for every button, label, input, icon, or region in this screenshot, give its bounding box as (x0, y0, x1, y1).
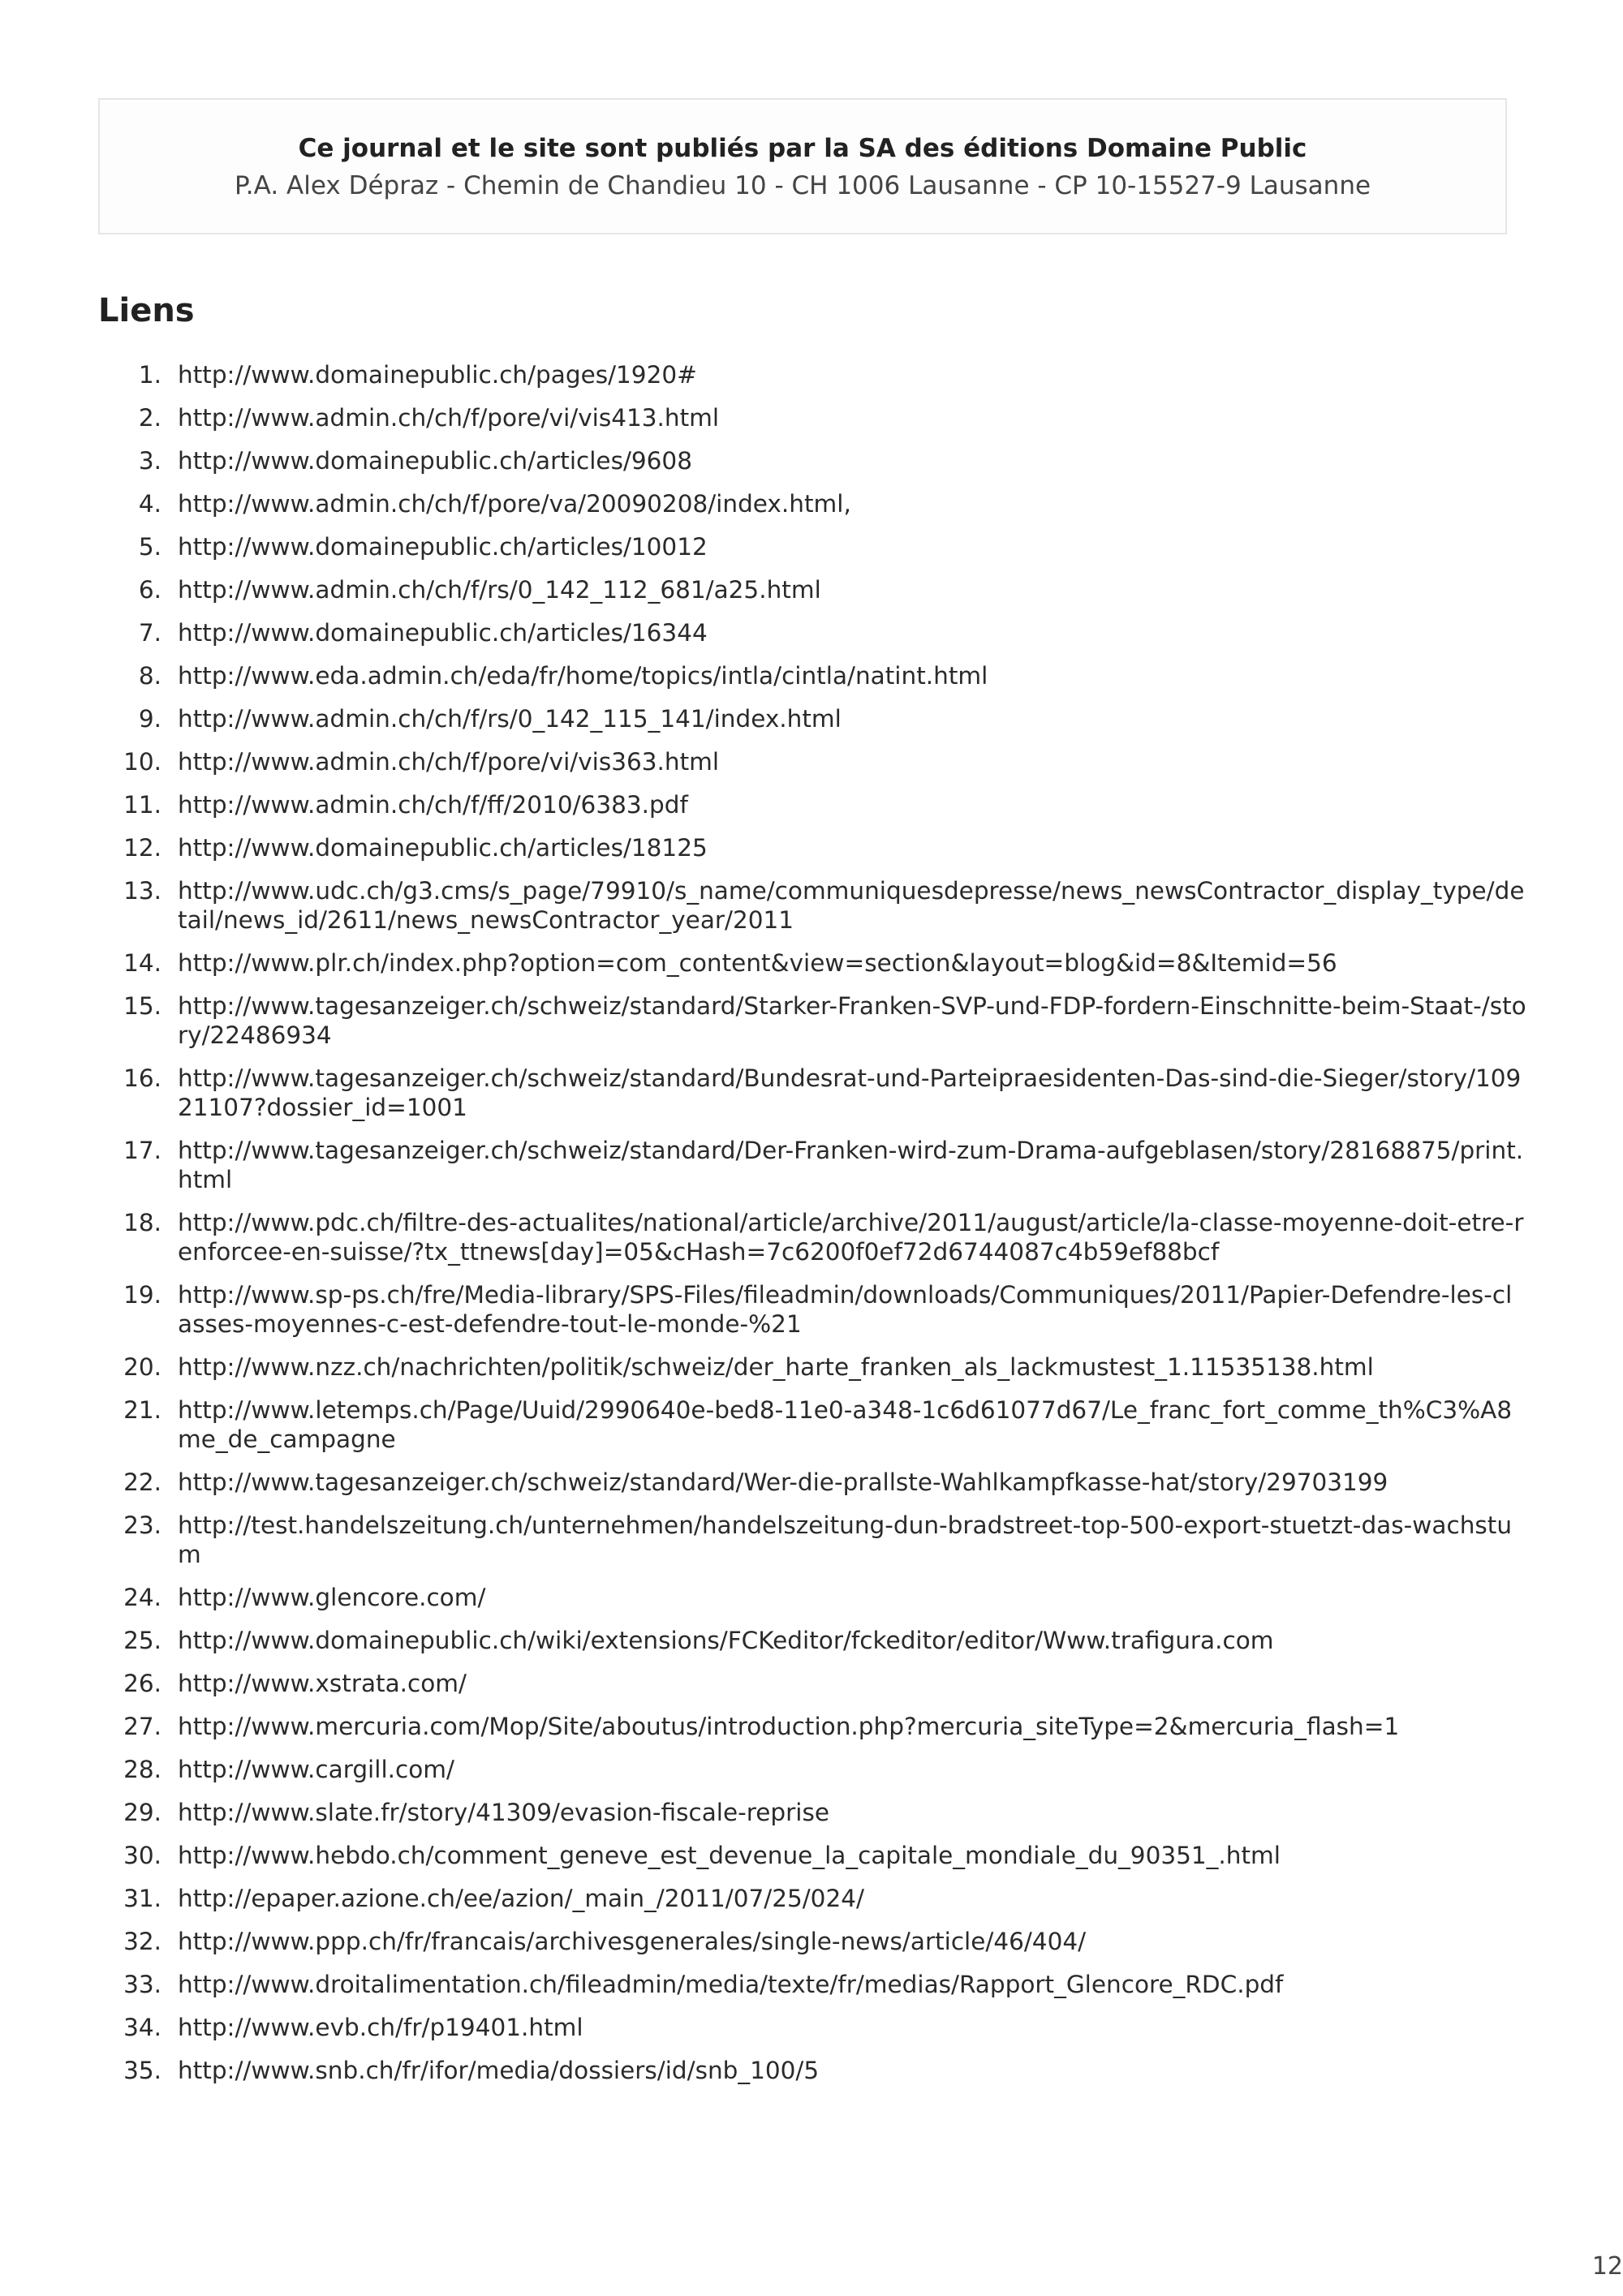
link-url[interactable]: http://www.evb.ch/fr/p19401.html (178, 2014, 583, 2041)
link-item (98, 2013, 1526, 2042)
link-item (98, 1798, 1526, 1827)
link-url[interactable]: http://www.admin.ch/ch/f/pore/va/20090208/index.html, (178, 490, 851, 518)
link-number: 24. (123, 1584, 161, 1611)
link-number: 33. (123, 1971, 161, 1998)
link-item (98, 661, 1526, 690)
link-number: 35. (123, 2057, 161, 2084)
link-url[interactable]: http://www.tagesanzeiger.ch/schweiz/standard/Starker-Franken-SVP-und-FDP-fordern-Einschnitte-beim-Staat-/story/22486934 (178, 992, 1526, 1049)
link-url[interactable]: http://www.xstrata.com/ (178, 1670, 467, 1697)
link-number: 6. (138, 576, 161, 604)
link-url[interactable]: http://www.sp-ps.ch/fre/Media-library/SPS-Files/fileadmin/downloads/Communiques/2011/Papier-Defendre-les-classes-moyennes-c-est-defendre-tout-le-monde-%21 (178, 1281, 1513, 1338)
link-number: 30. (123, 1842, 161, 1869)
link-number: 26. (123, 1670, 161, 1697)
link-number: 4. (138, 490, 161, 518)
link-item (98, 1626, 1526, 1655)
links-heading: Liens (98, 292, 195, 329)
link-number: 10. (123, 748, 161, 776)
link-url[interactable]: http://www.ppp.ch/fr/francais/archivesgenerales/single-news/article/46/404/ (178, 1928, 1087, 1955)
link-url[interactable]: http://www.cargill.com/ (178, 1756, 454, 1783)
link-url[interactable]: http://www.domainepublic.ch/pages/1920# (178, 361, 697, 389)
link-item (98, 876, 1526, 935)
link-url[interactable]: http://www.mercuria.com/Mop/Site/aboutus/introduction.php?mercuria_siteType=2&mercuria_flash=1 (178, 1713, 1400, 1740)
link-item (98, 360, 1526, 389)
link-item (98, 948, 1526, 978)
link-number: 5. (138, 533, 161, 561)
link-item (98, 1280, 1526, 1339)
link-number: 7. (138, 619, 161, 647)
link-url[interactable]: http://www.admin.ch/ch/f/pore/vi/vis363.html (178, 748, 720, 776)
link-number: 11. (123, 791, 161, 819)
publisher-box (98, 98, 1507, 234)
link-item (98, 1583, 1526, 1612)
link-number: 27. (123, 1713, 161, 1740)
link-url[interactable]: http://www.domainepublic.ch/articles/16344 (178, 619, 708, 647)
link-item (98, 1468, 1526, 1497)
link-number: 32. (123, 1928, 161, 1955)
link-url[interactable]: http://www.pdc.ch/filtre-des-actualites/national/article/archive/2011/august/article/la-classe-moyenne-doit-etre-renforcee-en-suisse/?tx_ttnews[day]=05&cHash=7c6200f0ef72d6744087c4b59ef88bcf (178, 1209, 1524, 1266)
link-number: 18. (123, 1209, 161, 1236)
link-url[interactable]: http://epaper.azione.ch/ee/azion/_main_/2011/07/25/024/ (178, 1885, 864, 1912)
link-number: 31. (123, 1885, 161, 1912)
link-number: 34. (123, 2014, 161, 2041)
link-url[interactable]: http://www.plr.ch/index.php?option=com_content&view=section&layout=blog&id=8&Itemid=56 (178, 949, 1337, 977)
link-url[interactable]: http://test.handelszeitung.ch/unternehmen/handelszeitung-dun-bradstreet-top-500-export-stuetzt-das-wachstum (178, 1511, 1513, 1568)
link-number: 19. (123, 1281, 161, 1309)
link-item (98, 704, 1526, 733)
link-item (98, 575, 1526, 604)
link-number: 1. (138, 361, 161, 389)
link-url[interactable]: http://www.glencore.com/ (178, 1584, 486, 1611)
link-item (98, 1511, 1526, 1569)
link-item (98, 1208, 1526, 1266)
link-url[interactable]: http://www.admin.ch/ch/f/rs/0_142_112_681/a25.html (178, 576, 821, 604)
link-number: 13. (123, 877, 161, 905)
link-number: 2. (138, 404, 161, 432)
link-item (98, 1970, 1526, 1999)
link-url[interactable]: http://www.admin.ch/ch/f/rs/0_142_115_141/index.html (178, 705, 842, 733)
link-item (98, 747, 1526, 776)
link-url[interactable]: http://www.droitalimentation.ch/fileadmin/media/texte/fr/medias/Rapport_Glencore_RDC.pdf (178, 1971, 1284, 1998)
link-number: 14. (123, 949, 161, 977)
link-item (98, 2056, 1526, 2085)
link-item (98, 1352, 1526, 1382)
link-item (98, 1712, 1526, 1741)
link-number: 12. (123, 834, 161, 862)
link-number: 9. (138, 705, 161, 733)
link-url[interactable]: http://www.admin.ch/ch/f/pore/vi/vis413.html (178, 404, 720, 432)
publisher-title: Ce journal et le site sont publiés par la SA des éditions Domaine Public (298, 134, 1307, 163)
link-item (98, 991, 1526, 1050)
link-number: 3. (138, 447, 161, 475)
link-url[interactable]: http://www.domainepublic.ch/wiki/extensions/FCKeditor/fckeditor/editor/Www.trafigura.com (178, 1627, 1274, 1654)
link-item (98, 1927, 1526, 1956)
link-number: 22. (123, 1468, 161, 1496)
link-number: 25. (123, 1627, 161, 1654)
links-list (98, 360, 1526, 2099)
publisher-address: P.A. Alex Dépraz - Chemin de Chandieu 10 - CH 1006 Lausanne - CP 10-15527-9 Lausanne (234, 171, 1371, 200)
link-item (98, 1064, 1526, 1122)
link-url[interactable]: http://www.domainepublic.ch/articles/9608 (178, 447, 692, 475)
link-number: 16. (123, 1064, 161, 1092)
link-url[interactable]: http://www.eda.admin.ch/eda/fr/home/topics/intla/cintla/natint.html (178, 662, 988, 690)
link-item (98, 1755, 1526, 1784)
link-url[interactable]: http://www.udc.ch/g3.cms/s_page/79910/s_name/communiquesdepresse/news_newsContractor_display_type/detail/news_id/2611/news_newsContractor_year/2011 (178, 877, 1525, 934)
link-item (98, 532, 1526, 561)
link-number: 17. (123, 1137, 161, 1164)
link-number: 23. (123, 1511, 161, 1539)
link-url[interactable]: http://www.slate.fr/story/41309/evasion-fiscale-reprise (178, 1799, 829, 1826)
link-number: 21. (123, 1396, 161, 1424)
page-number: 12 (1591, 2252, 1623, 2281)
link-item (98, 489, 1526, 518)
link-item (98, 618, 1526, 647)
link-number: 29. (123, 1799, 161, 1826)
link-url[interactable]: http://www.admin.ch/ch/f/ff/2010/6383.pdf (178, 791, 688, 819)
link-number: 8. (138, 662, 161, 690)
link-item (98, 446, 1526, 475)
link-item (98, 1884, 1526, 1913)
link-url[interactable]: http://www.hebdo.ch/comment_geneve_est_devenue_la_capitale_mondiale_du_90351_.html (178, 1842, 1281, 1869)
link-url[interactable]: http://www.tagesanzeiger.ch/schweiz/standard/Wer-die-prallste-Wahlkampfkasse-hat/story/29703199 (178, 1468, 1388, 1496)
link-number: 28. (123, 1756, 161, 1783)
link-number: 20. (123, 1353, 161, 1381)
link-item (98, 790, 1526, 819)
link-item (98, 1841, 1526, 1870)
link-url[interactable]: http://www.domainepublic.ch/articles/10012 (178, 533, 708, 561)
link-item (98, 1669, 1526, 1698)
link-item (98, 833, 1526, 862)
link-item (98, 1395, 1526, 1454)
link-item (98, 1136, 1526, 1194)
link-item (98, 403, 1526, 432)
link-url[interactable]: http://www.letemps.ch/Page/Uuid/2990640e-bed8-11e0-a348-1c6d61077d67/Le_franc_fort_comme_th%C3%A8me_de_campagne (178, 1396, 1513, 1453)
link-url[interactable]: http://www.tagesanzeiger.ch/schweiz/standard/Bundesrat-und-Parteipraesidenten-Das-sind-die-Sieger/story/10921107?dossier_id=1001 (178, 1064, 1522, 1121)
link-number: 15. (123, 992, 161, 1020)
link-url[interactable]: http://www.snb.ch/fr/ifor/media/dossiers/id/snb_100/5 (178, 2057, 820, 2084)
link-url[interactable]: http://www.domainepublic.ch/articles/18125 (178, 834, 708, 862)
link-url[interactable]: http://www.nzz.ch/nachrichten/politik/schweiz/der_harte_franken_als_lackmustest_1.11535138.html (178, 1353, 1374, 1381)
link-url[interactable]: http://www.tagesanzeiger.ch/schweiz/standard/Der-Franken-wird-zum-Drama-aufgeblasen/story/28168875/print.html (178, 1137, 1524, 1193)
